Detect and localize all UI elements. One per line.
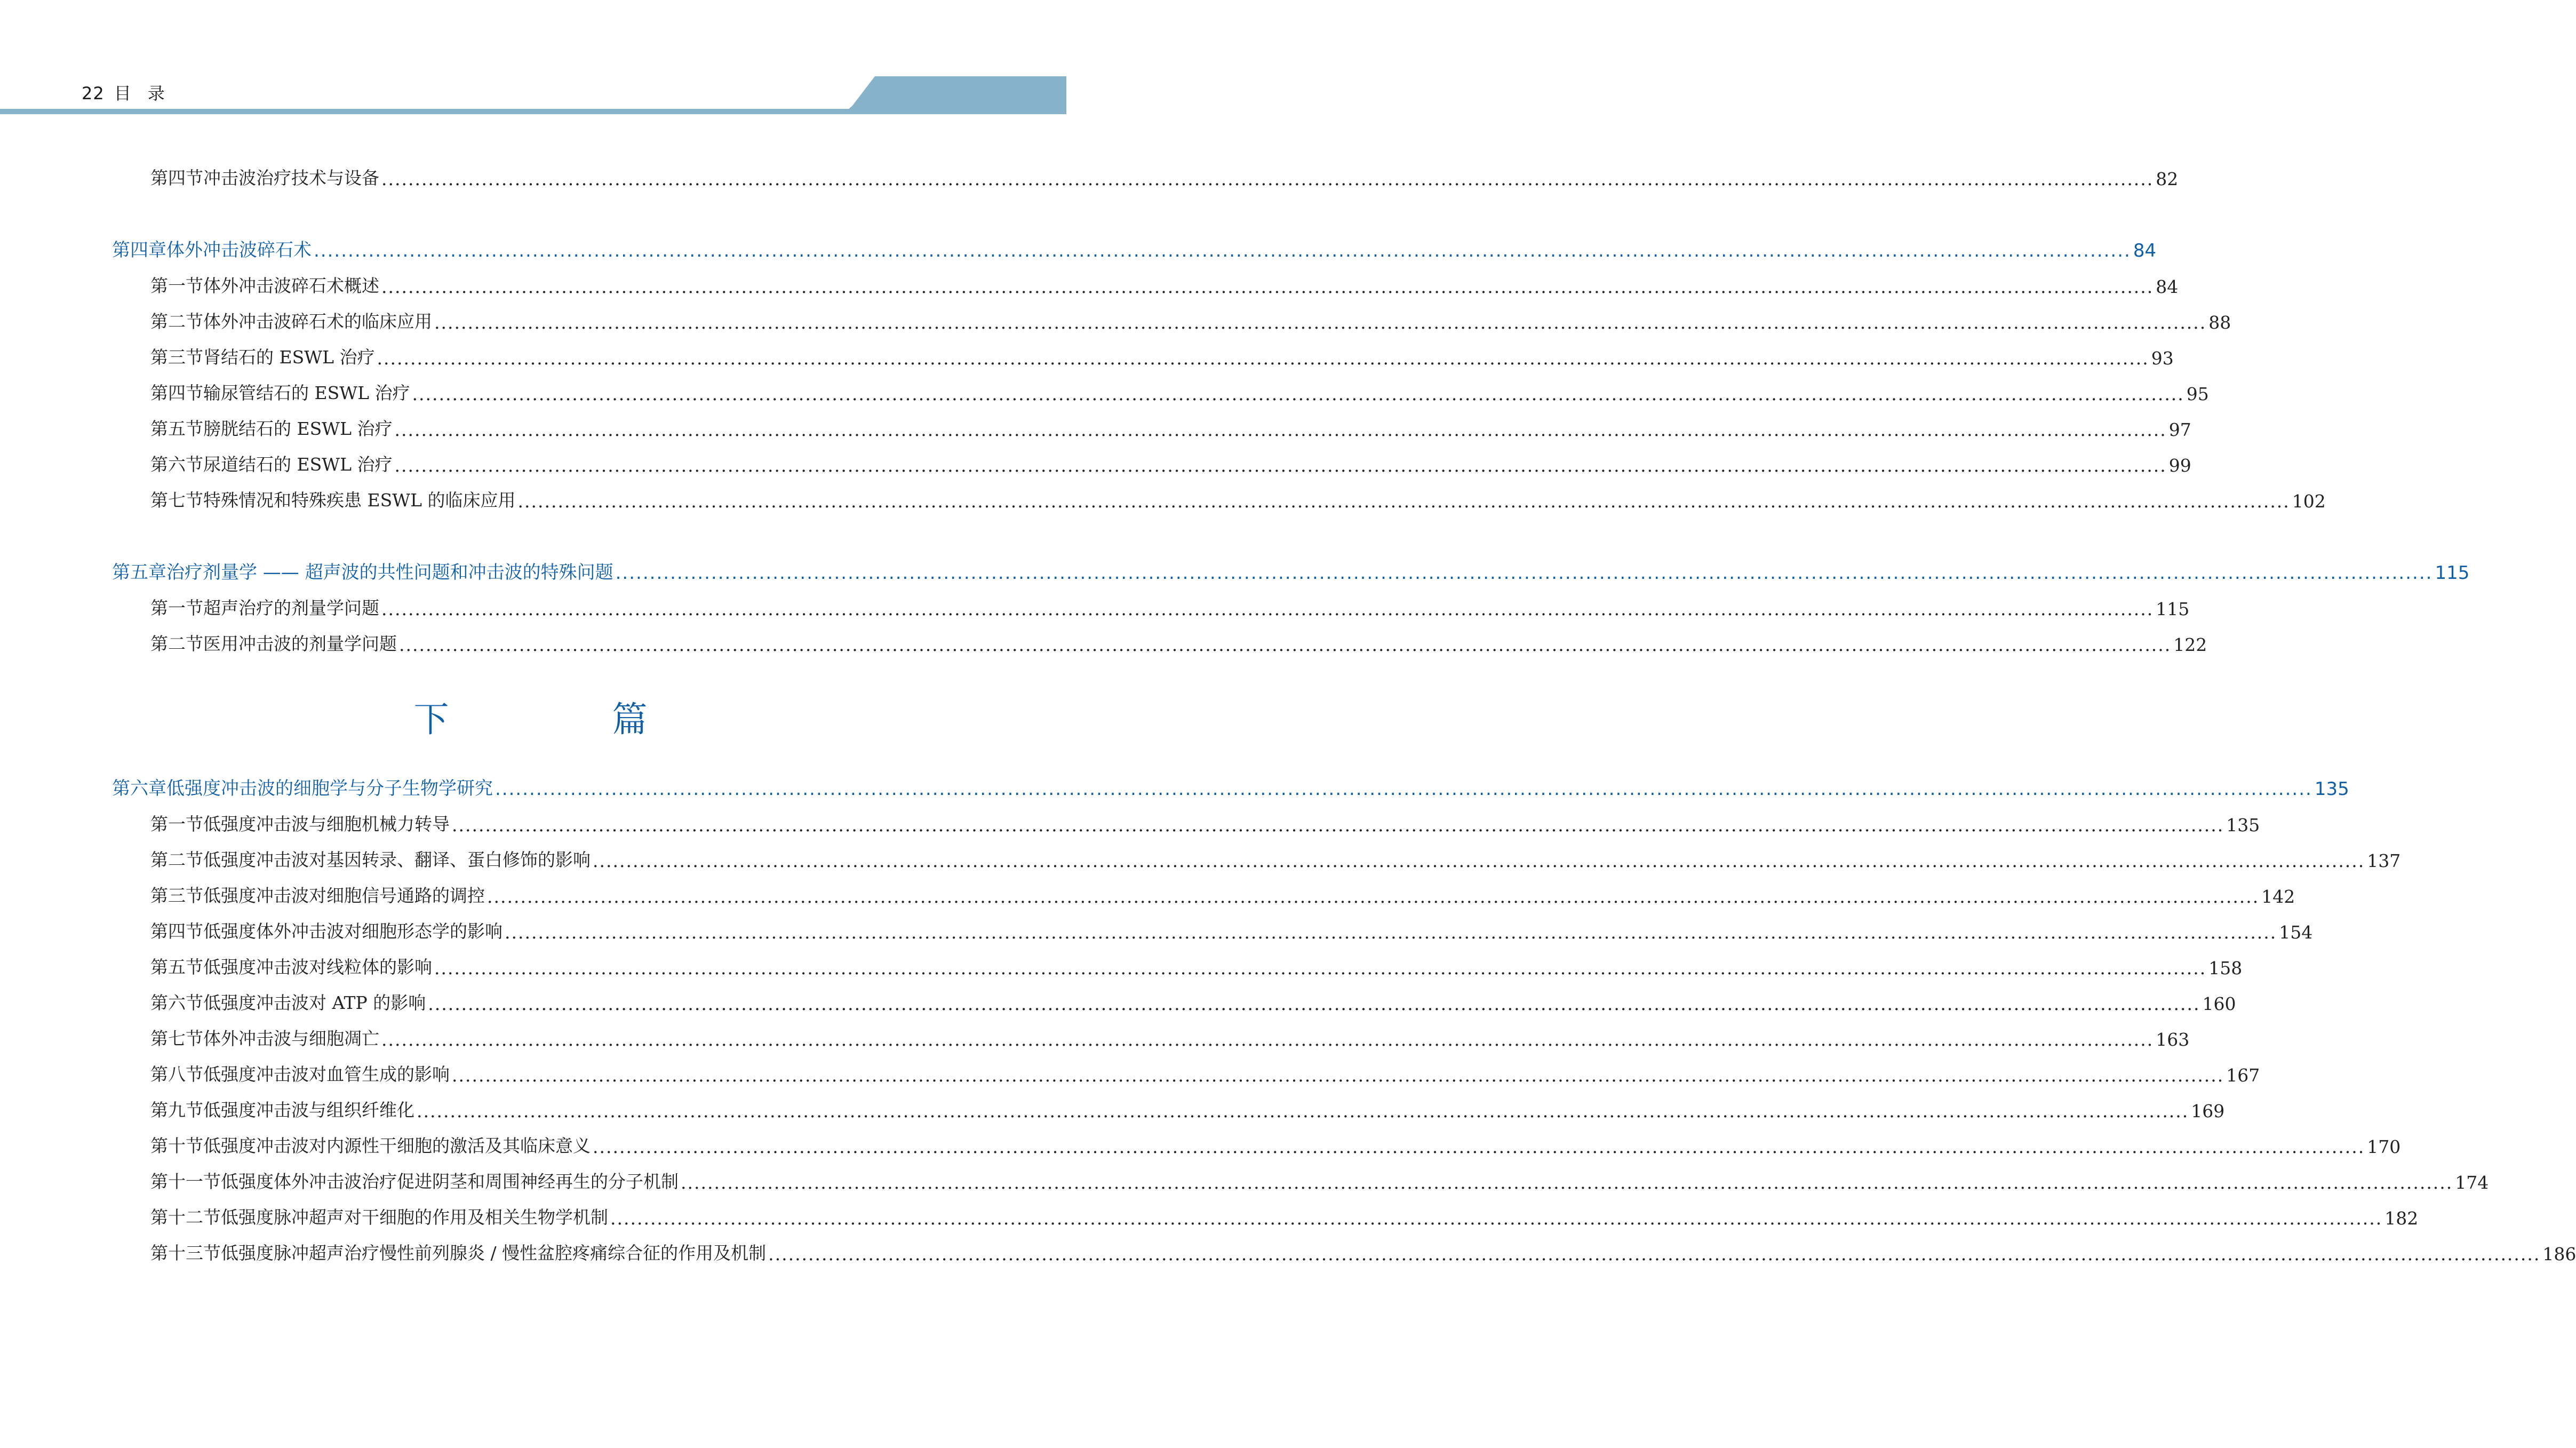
toc-leader-dots: .......................................................................................................................................................................................................................................................................... <box>428 993 2200 1014</box>
toc-section-row[interactable] <box>0 1238 2576 1264</box>
toc-section-label: 第七节 <box>150 490 203 511</box>
toc-section-label: 第五节 <box>150 957 203 977</box>
toc-section-label: 第九节 <box>150 1100 203 1120</box>
toc-section-title: 低强度冲击波对细胞信号通路的调控 <box>203 885 485 906</box>
toc-page-number: 102 <box>2292 491 2326 512</box>
toc-section-row[interactable] <box>0 1023 2190 1050</box>
toc-section-label: 第一节 <box>150 814 203 834</box>
toc-leader-dots: .......................................................................................................................................................................................................................................................................... <box>381 599 2154 619</box>
toc-page-number: 170 <box>2367 1136 2401 1157</box>
toc-section-row[interactable] <box>0 1202 2419 1229</box>
header-rule <box>0 109 1066 114</box>
toc-section-row[interactable] <box>0 845 2401 871</box>
toc-leader-dots: .......................................................................................................................................................................................................................................................................... <box>593 1136 2365 1157</box>
toc-section-label: 第十三节 <box>150 1243 221 1263</box>
toc-leader-dots: .......................................................................................................................................................................................................................................................................... <box>314 240 2131 261</box>
toc-section-label: 第二节 <box>150 311 203 332</box>
toc-leader-dots: .......................................................................................................................................................................................................................................................................... <box>517 491 2290 512</box>
toc-section-label: 第一节 <box>150 598 203 618</box>
toc-section-title: 低强度冲击波与细胞机械力转导 <box>203 814 450 834</box>
toc-section-label: 第十二节 <box>150 1207 221 1228</box>
toc-section-title: 尿道结石的 ESWL 治疗 <box>203 454 393 475</box>
toc-section-title: 特殊情况和特殊疾患 ESWL 的临床应用 <box>203 490 516 511</box>
toc-section-row[interactable] <box>0 342 2174 369</box>
toc-section-title: 低强度体外冲击波对细胞形态学的影响 <box>203 921 503 942</box>
toc-page-number: 186 <box>2542 1244 2576 1264</box>
toc-page-number: 167 <box>2226 1065 2260 1086</box>
toc-section-title: 低强度脉冲超声对干细胞的作用及相关生物学机制 <box>221 1207 608 1228</box>
toc-page-number: 99 <box>2168 455 2191 476</box>
toc-page-number: 135 <box>2226 815 2260 836</box>
toc-section-row[interactable] <box>0 306 2231 333</box>
toc-page-number: 174 <box>2455 1172 2489 1193</box>
running-header <box>82 80 165 105</box>
toc-page-number: 169 <box>2191 1101 2225 1121</box>
toc-page-number: 154 <box>2279 922 2313 943</box>
toc-leader-dots: .......................................................................................................................................................................................................................................................................... <box>434 958 2207 978</box>
toc-page-number: 158 <box>2208 958 2243 978</box>
toc-section-row[interactable] <box>0 1131 2401 1157</box>
part-title: 下 篇 <box>413 699 712 740</box>
toc-leader-dots: .......................................................................................................................................................................................................................................................................... <box>394 419 2167 440</box>
toc-page-number: 122 <box>2173 634 2207 655</box>
toc-section-row[interactable] <box>0 163 2179 189</box>
toc-leader-dots: .......................................................................................................................................................................................................................................................................... <box>495 778 2312 800</box>
toc-section-label: 第八节 <box>150 1064 203 1085</box>
toc-page-number: 163 <box>2156 1029 2190 1050</box>
toc-leader-dots: .......................................................................................................................................................................................................................................................................... <box>412 384 2184 404</box>
toc-section-title: 超声治疗的剂量学问题 <box>203 598 379 618</box>
toc-section-row[interactable] <box>0 413 2191 440</box>
toc-section-row[interactable] <box>0 449 2191 476</box>
toc-section-row[interactable] <box>0 1059 2260 1086</box>
toc-section-row[interactable] <box>0 809 2260 836</box>
toc-page-number: 115 <box>2156 599 2190 619</box>
toc-leader-dots: .......................................................................................................................................................................................................................................................................... <box>505 922 2277 943</box>
toc-page-number: 137 <box>2367 850 2401 871</box>
toc-leader-dots: .......................................................................................................................................................................................................................................................................... <box>768 1244 2541 1264</box>
toc-section-title: 低强度冲击波对基因转录、翻译、蛋白修饰的影响 <box>203 849 591 870</box>
toc-section-title: 低强度脉冲超声治疗慢性前列腺炎 / 慢性盆腔疼痛综合征的作用及机制 <box>221 1243 767 1263</box>
toc-leader-dots: .......................................................................................................................................................................................................................................................................... <box>452 1065 2224 1086</box>
toc-section-title: 体外冲击波碎石术概述 <box>203 275 379 296</box>
toc-leader-dots: .......................................................................................................................................................................................................................................................................... <box>610 1208 2383 1229</box>
toc-section-title: 肾结石的 ESWL 治疗 <box>203 347 375 368</box>
toc-section-title: 冲击波治疗技术与设备 <box>203 168 379 188</box>
toc-section-title: 膀胱结石的 ESWL 治疗 <box>203 418 393 439</box>
toc-section-title: 输尿管结石的 ESWL 治疗 <box>203 383 410 403</box>
toc-section-row[interactable] <box>0 916 2313 943</box>
toc-leader-dots: .......................................................................................................................................................................................................................................................................... <box>381 169 2154 189</box>
toc-chapter-label: 第六章 <box>112 778 166 799</box>
toc-section-row[interactable] <box>0 628 2207 655</box>
toc-section-label: 第一节 <box>150 275 203 296</box>
toc-section-row[interactable] <box>0 988 2236 1014</box>
toc-section-label: 第六节 <box>150 454 203 475</box>
toc-section-label: 第三节 <box>150 347 203 368</box>
toc-section-row[interactable] <box>0 485 2326 512</box>
toc-section-label: 第三节 <box>150 885 203 906</box>
toc-section-row[interactable] <box>0 378 2209 404</box>
toc-section-title: 低强度体外冲击波治疗促进阴茎和周围神经再生的分子机制 <box>221 1171 679 1192</box>
toc-page-number: 95 <box>2186 384 2209 404</box>
toc-leader-dots: .......................................................................................................................................................................................................................................................................... <box>399 634 2172 655</box>
toc-leader-dots: .......................................................................................................................................................................................................................................................................... <box>615 562 2433 584</box>
toc-leader-dots: .......................................................................................................................................................................................................................................................................... <box>394 455 2167 476</box>
toc-section-title: 低强度冲击波与组织纤维化 <box>203 1100 414 1120</box>
toc-page-number: 115 <box>2435 562 2470 584</box>
toc-page-number: 142 <box>2261 886 2295 907</box>
toc-page-number: 82 <box>2156 169 2179 189</box>
toc-section-title: 低强度冲击波对内源性干细胞的激活及其临床意义 <box>203 1135 591 1156</box>
toc-page-number: 88 <box>2208 312 2231 333</box>
toc-page-number: 84 <box>2156 276 2179 297</box>
toc-section-row[interactable] <box>0 880 2295 907</box>
toc-leader-dots: .......................................................................................................................................................................................................................................................................... <box>377 348 2149 369</box>
toc-section-title: 低强度冲击波对血管生成的影响 <box>203 1064 450 1085</box>
toc-chapter-row[interactable] <box>0 235 2157 261</box>
toc-section-label: 第四节 <box>150 383 203 403</box>
toc-page-number: 160 <box>2202 993 2236 1014</box>
toc-section-title: 体外冲击波与细胞凋亡 <box>203 1028 379 1049</box>
toc-page-number: 135 <box>2314 778 2349 800</box>
toc-section-label: 第十一节 <box>150 1171 221 1192</box>
toc-section-title: 医用冲击波的剂量学问题 <box>203 633 397 654</box>
toc-chapter-label: 第四章 <box>112 240 166 261</box>
toc-leader-dots: .......................................................................................................................................................................................................................................................................... <box>487 886 2260 907</box>
toc-page-number: 182 <box>2384 1208 2419 1229</box>
toc-leader-dots: .......................................................................................................................................................................................................................................................................... <box>434 312 2207 333</box>
toc-section-label: 第六节 <box>150 992 203 1013</box>
toc-section-title: 体外冲击波碎石术的临床应用 <box>203 311 432 332</box>
toc-chapter-title: 体外冲击波碎石术 <box>166 240 312 261</box>
toc-section-label: 第二节 <box>150 849 203 870</box>
toc-section-label: 第十节 <box>150 1135 203 1156</box>
toc-section-row[interactable] <box>0 952 2243 978</box>
toc-section-row[interactable] <box>0 593 2190 619</box>
page-header-band <box>0 0 1066 123</box>
toc-page-number: 97 <box>2168 419 2191 440</box>
toc-leader-dots: .......................................................................................................................................................................................................................................................................... <box>681 1172 2453 1193</box>
toc-chapter-title: 治疗剂量学 —— 超声波的共性问题和冲击波的特殊问题 <box>166 562 613 583</box>
toc-section-row[interactable] <box>0 270 2179 297</box>
toc-section-label: 第四节 <box>150 921 203 942</box>
toc-section-row[interactable] <box>0 1095 2225 1121</box>
toc-leader-dots: .......................................................................................................................................................................................................................................................................... <box>452 815 2224 836</box>
toc-section-title: 低强度冲击波对线粒体的影响 <box>203 957 432 977</box>
toc-section-label: 第五节 <box>150 418 203 439</box>
toc-leader-dots: .......................................................................................................................................................................................................................................................................... <box>593 850 2365 871</box>
toc-chapter-label: 第五章 <box>112 562 166 583</box>
toc-page-number: 93 <box>2151 348 2174 369</box>
toc-leader-dots: .......................................................................................................................................................................................................................................................................... <box>381 276 2154 297</box>
toc-section-row[interactable] <box>0 1166 2489 1193</box>
toc-section-label: 第四节 <box>150 168 203 188</box>
toc-leader-dots: .......................................................................................................................................................................................................................................................................... <box>381 1029 2154 1050</box>
toc-section-title: 低强度冲击波对 ATP 的影响 <box>203 992 426 1013</box>
toc-chapter-row[interactable] <box>0 557 2470 584</box>
running-header-title-part-1: 目 <box>114 83 132 104</box>
toc-chapter-row[interactable] <box>0 773 2349 800</box>
toc-section-label: 第七节 <box>150 1028 203 1049</box>
page-number: 22 <box>82 83 105 104</box>
toc-section-label: 第二节 <box>150 633 203 654</box>
toc-page-number: 84 <box>2133 240 2157 261</box>
toc-leader-dots: .......................................................................................................................................................................................................................................................................... <box>417 1101 2189 1121</box>
running-header-title-part-2: 录 <box>147 83 165 104</box>
toc-chapter-title: 低强度冲击波的细胞学与分子生物学研究 <box>166 778 493 799</box>
